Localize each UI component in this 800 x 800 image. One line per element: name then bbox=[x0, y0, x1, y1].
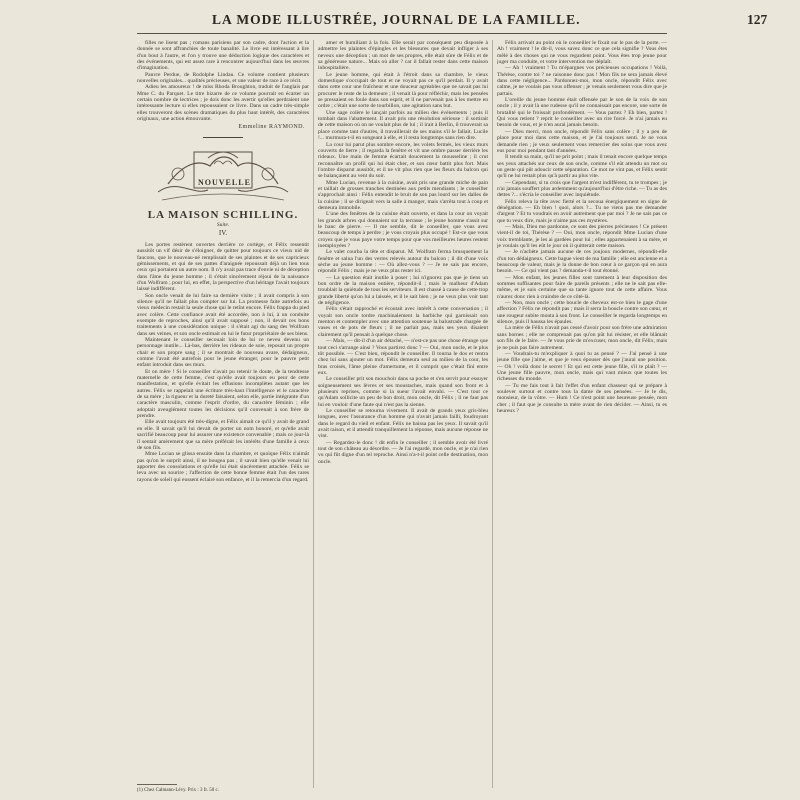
suite-label: Suite. bbox=[216, 222, 230, 229]
paragraph: — Mais, Dieu me pardonne, ce sont des pierres précieuses ! Ce présent vient-il de toi, Thérèse ? — Oui, mon oncle, répondit Mme Lucian d'une voix tremblante, je les ai gardées pour lui ; elles appartenaient à sa mère, et je voulais qu'il les eût le jour où il quitterait cette maison. bbox=[497, 223, 667, 249]
paragraph: — Je n'achète jamais aucune de ces joujoux modernes, répondit-elle d'un ton dédaigneux. Cette bague vient de ma famille ; elle est ancienne et a beaucoup de valeur, mais je la donne de bon cœur à ce garçon qui en aura besoin. — Ce qui vient pas ? demanda-t-il tout étonné. bbox=[497, 249, 667, 275]
header-rule bbox=[137, 33, 667, 34]
paragraph: L'une des fenêtres de la cuisine était ouverte, et dans la cour on voyait les grands arbres qui donnaient sur la terrasse ; le jeune homme s'assit sur le banc de pierre. — Il me semble, dit le conseiller, que vous avez beaucoup de temps à perdre ; je vous croyais plus occupé ! Est-ce que vous croyez que je vous paye votre temps pour que vos meilleures heures restent inemployées ? bbox=[318, 211, 488, 249]
column-separator bbox=[492, 40, 493, 788]
paragraph: — Voudrais-tu m'expliquer à quoi tu as pensé ? — J'ai pensé à une jeune fille que j'aime, et que je veux épouser dès que j'aurai une position. — Oh ! voilà donc le secret ! Et qui est cette jeune fille, s'il te plaît ? — Une jeune fille pauvre, mon oncle, mais qui vaut mieux que toutes les richesses du monde. bbox=[497, 350, 667, 383]
story-text bbox=[137, 242, 309, 483]
paragraph: — Cependant, si tu crois que l'argent m'est indifférent, tu te trompes ; je n'ai jamais souffert plus ardemment qu'aujourd'hui d'être riche. — Tu as des dettes ?... s'écria le conseiller avec inquiétude. bbox=[497, 179, 667, 199]
page-number: 127 bbox=[747, 12, 768, 27]
paragraph: Les portes restèrent ouvertes derrière ce cortège, et Félix ressentit aussitôt un vif désir de s'éloigner, de quitter pour toujours ce vieux nid de faucons, que le nouveau-né remplissait de ses plaintes et de ses capricieux gémissements, et qui de ses pattes d'araignée repoussait déjà un lien tous ceux qui portaient un autre nom. Il n'y avait pas trace d'envie ni de déception dans l'âme du jeune homme ; il s'était sincèrement réjoui de la naissance d'un Wolfram ; pour lui, en effet, la perspective d'un héritage l'avait toujours laissé indifférent. bbox=[137, 241, 309, 293]
paragraph: — Regardez-le donc ! dit enfin le conseiller ; il semble avoir été livré tout de son château au désordre. — Je l'ai regardé, mon oncle, et je n'ai rien vu qui fût digne d'un tel reproche. Ainsi n'a-t-il point celle destination, mon oncle. bbox=[318, 439, 488, 465]
section-divider bbox=[203, 137, 243, 138]
paragraph: Maintenant le conseiller secouait loin de lui ce neveu devenu un personnage inutile... Là-bas, derrière les rideaux de soie, reposait un propre chair et son propre sang ; il se montrait de nouveau avare, dédaigneux, comme l'avait été autrefois pour le jeune étranger, pour le pauvre petit enfant introduit dans ses murs. bbox=[137, 337, 309, 369]
paragraph: Son oncle venait de lui faire sa dernière visite ; il avait compris à son silence qu'il ne fallait plus compter sur lui. La promesse faite autrefois au vieux médecin restait la seule chose qui le retînt encore. Félix frappa du pied avec colère. Cette confiance avait été accordée, non à lui, à un conduite exempte de reproches, ainsi qu'il avait supposé ; non, il devait ces bons traitements à une considération unique : il s'était agi du sang des Wolfram dans ses veines, et son oncle estimait en lui le futur propriétaire de ses biens. bbox=[137, 292, 309, 337]
paragraph: — Mon enfant, les jeunes filles sont rarement à leur disposition des sommes suffisantes pour faire de pareils présents ; elle ne le sait pas elle-même, et je suis certaine que sa tante ignore tout de cette affaire. Vous n'aurez donc rien à craindre de ce côté-là. bbox=[497, 274, 667, 300]
paragraph: Le conseiller se retourna vivement. Il avait de grands yeux gris-bleu longues, avec l'assurance d'un homme qui n'avait jamais failli, foudroyant dans le regard du vieil et enfant. Félix ne baissa pas les yeux. Il savait qu'il avait raison, et il attendit tranquillement la réponse, mais aucune réponse ne vint. bbox=[318, 407, 488, 440]
paragraph: Mme Lucian se glissa ensuite dans la chambre, et quoique Félix n'aimât pas qu'on le surprît ainsi, il ne bougea pas ; il savait bien qu'elle venait lui apporter des consolations et qu'elle lui était sincèrement attachée. Félix se leva avec un sourire ; l'affection de cette bonne femme était l'un des rares rayons de soleil qui eussent éclairé son enfance, et il la remercia d'un regard. bbox=[137, 451, 309, 483]
page-header bbox=[150, 12, 768, 32]
paragraph: Et on mère ! Si le conseiller n'avait pu retenir le doute, de la tendresse maternelle de cette femme, c'est qu'elle avait toujours eu peur de cette manifestation, et qu'elle évitait les effusions incomplètes autant que les autres. Félix se rappelait une écriture très-haut l'intelligence et le caractère de sa mère ; la rigueur et la dureté faisaient, selon elle, partie intégrante d'un caractère masculin, comme l'esprit d'ordre, du caractère féminin ; elle adoptait aveuglément toutes les décisions qu'il convenait à son frère de prendre. bbox=[137, 368, 309, 420]
paragraph: Mme Lucian, revenue à la cuisine, avait pris une grande miche de pain et taillait de grosses tranches destinées aux petits mendiants ; le conseiller s'approchait ainsi : Félix entendit le bruit de son pas lourd sur les dalles de la cuisine ; il se dirigeait vers la salle à manger, mais s'arrêta tout à coup et demeura immobile. bbox=[318, 179, 488, 211]
paragraph: Une sage colère le lançait parfois au milieu des événements ; puis il tombait dans l'abattement. Il avait pris une résolution sérieuse : il sortirait de cette maison où on ne voulait plus de lui ; il irait à Berlin, il trouverait sa place comme tant d'autres, il travaillerait de ses mains s'il le fallait. Lucile !... murmura-t-il en songeant à elle, et il resta longtemps sans rien dire. bbox=[318, 109, 488, 142]
book-reviews bbox=[137, 40, 309, 122]
column-separator bbox=[313, 40, 314, 788]
column-1 bbox=[137, 40, 309, 788]
paragraph: Elle avait toujours été très-digne, et Félix aimait ce qu'il y avait de grand en elle. Il savait qu'il lui devait de porter un nom honoré, et qu'elle avait sacrifié beaucoup pour lui assurer une existence convenable ; mais ce jour-là il sentait amèrement que sa mère préférait les intérêts d'une famille à ceux de son fils. bbox=[137, 419, 309, 451]
footnote: (1) Chez Calmann-Lévy. Prix : 3 fr. 50 c. bbox=[137, 788, 220, 793]
paragraph: Le conseiller prit son mouchoir dans sa poche et s'en servit pour essuyer soigneusement ses lèvres et ses moustaches, mais quand son front et à plusieurs reprises, comme si la sueur l'avait envahi. — C'est tout ce qu'Adam sollicite un peu de bon droit, mon oncle, dit Félix ; il ne faut pas lui en vouloir d'une faute qui n'est pas la sienne. bbox=[318, 376, 488, 408]
paragraph: Adieu les amoureux ! de miss Rhoda Broughton, traduit de l'anglais par Mme C. du Parquet. Le titre bizarre de ce volume pourrait en écarter un certain nombre de lectrices ; je dois donc les avertir qu'elles perdraient une intéressante lecture si elles repoussaient ce livre. Dans un cadre très-simple elles trouveront des scènes dramatiques du plus haut intérêt, des caractères originaux, une action émouvante. bbox=[137, 84, 309, 123]
column-2 bbox=[318, 40, 488, 788]
paragraph: filles ne lisent pas ; romans parisiens par son cadre, dont l'action et la donnée se sont affranchies de toute banalité. Le livre est intéressant à lire d'un bout à l'autre, et l'on y trouve une déduction logique des caractères et des événements, qui est assez rare à rencontrer aujourd'hui dans les œuvres d'imagination. bbox=[137, 40, 309, 72]
footnote-rule bbox=[137, 784, 177, 785]
paragraph: Félix arrivait au point où le conseiller le fixait sur le pas de la porte. — Ah ! vraiment ! le dit-il, vous savez donc ce que cela signifie ? Vous êtes mêlé à des choses qui ne vous regardent point. Vous êtes trop jeune pour juger ma conduite, et votre intervention me déplaît. bbox=[497, 40, 667, 66]
paragraph: — Ah ! vraiment ! Tu m'épargnes vos précieuses occupations ! Voilà, Thérèse, contre toi ? ne raisonne donc pas ! Mon fils ne sera jamais élevé dans cette négligence... Pardonnez-moi, mon oncle, répondit Félix avec calme, je ne voulais pas vous offenser ; je venais seulement vous dire que je partais. bbox=[497, 65, 667, 97]
journal-title: LA MODE ILLUSTRÉE, JOURNAL DE LA FAMILLE. bbox=[212, 12, 581, 27]
paragraph: Pauvre Perdue, de Rodolphe Lindau. Ce volume contient plusieurs nouvelles originales... qualités précieuses, et une valeur de race à ce récit. bbox=[137, 71, 309, 85]
paragraph: L'oreille du jeune homme était offensée par le son de la voix de son oncle ; il y avait là une rudesse qu'il ne connaissait pas encore, une sorte de brutalité qui le froissait profondément. — Vous partez ? Eh bien, partez ! Qui vous retient ? reprit le conseiller avec un rire forcé. Je n'ai jamais eu besoin de vous, et je n'en aurai jamais besoin. bbox=[497, 97, 667, 129]
paragraph: La mère de Félix n'avait pas cessé d'avoir pour son frère une admiration sans bornes ; elle ne comprenait pas qu'on pût lui résister, et elle blâmait son fils de le faire. — Je vous prie de m'excuser, mon oncle, dit Félix, mais je ne puis pas faire autrement. bbox=[497, 325, 667, 351]
paragraph: La cour lui parut plus sombre encore, les volets fermés, les vieux murs couverts de lierre ; il regarda la fenêtre et vit une ombre passer derrière les rideaux. Une main de femme écartait doucement la mousseline ; il crut reconnaître un profil qui lui était cher, et son cœur battit plus fort. Mais l'ombre disparut aussitôt, et il ne vit plus rien que les fleurs du balcon qui se balançaient au vent du soir. bbox=[318, 141, 488, 180]
paragraph: — Mais, — dit-il d'un air détaché, — n'est-ce pas une chose étrange que tout ceci s'arrange ainsi ? Vous partirez donc ? — Oui, mon oncle, et le plus tôt possible. — C'est bien, répondit le conseiller. Il tourna le dos et rentra chez lui sans ajouter un mot. Félix demeura seul au milieu de la cour, les bras croisés, l'âme pleine d'amertume, et il comprit que c'était fini entre eux. bbox=[318, 338, 488, 376]
paragraph: — Non, mon oncle ; cette boucle de cheveux est-ce bien le gage d'une affection ? Félix ne répondit pas ; mais il serra la boucle contre son cœur, et une rougeur subite monta à son front. Le conseiller le regarda longtemps en silence, puis il haussa les épaules. bbox=[497, 300, 667, 326]
paragraph: Il tendit sa main, qu'il ne prit point ; mais il tenait encore quelque temps ses yeux attachés sur ceux de son oncle, comme s'il eût attendu un mot ou un geste qui pût adoucir cette séparation. Ce mot ne vint pas, et Félix sentit qu'il ne lui restait plus qu'à partir au plus vite. bbox=[497, 154, 667, 180]
paragraph: — La question était inutile à poser ; lui n'ignorez pas que je tiens un bon ordre de la maison entière, répondit-il ; mais le malheur d'Adam troublait la quiétude de tous les serviteurs. Il est chassé à cause de cette trop grande liberté qu'on lui a laissée, et il le sait bien ; je ne veux plus voir tant de négligence. bbox=[318, 274, 488, 307]
ornament-drawing bbox=[148, 144, 298, 206]
paragraph: Félix releva la tête avec fierté et la secoua énergiquement en signe de dénégation. — Eh bien ! quoi, alors ?... Tu ne viens pas me demander d'argent ? Et tu voudrais en avoir autrement que par moi ? Je ne sais pas ce que tu veux dire, mais je n'aime pas ces mystères. bbox=[497, 198, 667, 224]
paragraph: — Dieu merci, mon oncle, répondit Félix sans colère ; il y a peu de place pour moi dans cette maison, et je l'ai toujours senti. Je ne vous demande rien ; je veux seulement vous remercier des soins que vous avez eus pour moi pendant tant d'années. bbox=[497, 128, 667, 154]
chapter-number: IV. bbox=[218, 228, 228, 237]
story-title: LA MAISON SCHILLING. bbox=[147, 208, 299, 221]
paragraph: Le valet courba la tête et disparut. M. Wolfram ferma brusquement la fenêtre et salua l'un des verres relevés autour du balcon ; il dit d'une voix sèche au jeune homme : — Où allez-vous ? — Je ne sais pas encore, répondit Félix ; mais je ne veux plus rester ici. bbox=[318, 249, 488, 275]
column-3 bbox=[497, 40, 667, 788]
paragraph: Le jeune homme, qui était à l'étroit dans sa chambre, le vieux domestique s'occupait de tout et ne voyait pas ce qu'il perdait. Il y avait dans cette cour une fraîcheur et une douceur agréables que ne savait pas lui procurer le reste de la demeure ; il venait là pour réfléchir, mais les pensées se pressaient en foule dans son esprit, et il ne parvenait pas à les mettre en ordre ; c'était une sorte de tourbillon, une agitation sans but. bbox=[318, 71, 488, 110]
paragraph: amer et humiliant à la fois. Elle serait par conséquent peu disposée à admettre les plaintes d'épingles et les blessures que devait infliger à ses neveux une déception ; un mot de ses propres, elle était sûre de Félix et de sa généreuse nature... Mais où aller ? car il fallait rester dans cette maison inhospitalière. bbox=[318, 40, 488, 72]
paragraph: — Tu me fais tout à fait l'effet d'un enfant chasseur qui se prépare à soulever surtout et contre tous la dame de ses pensées. — Je le dis, monsieur, de la vôtre. — Hum ! Ce n'est point une heureuse pensée, mon cher ; il faut que je consulte ta mère avant de rien décider. — Ainsi, tu es heureux ? bbox=[497, 382, 667, 414]
paragraph: Félix s'était rapproché et écoutait avec intérêt à cette conversation ; il voyait son oncle tordre machinalement la barbiche qui garnissait son menton et contempler avec une attention soutenue la balustrade chargée de vases et de pots de fleurs ; il ne parlait pas, mais ses yeux disaient clairement qu'il pensait à quelque chose. bbox=[318, 306, 488, 338]
nouvelle-ornament bbox=[148, 144, 298, 206]
nouvelle-label: NOUVELLE bbox=[198, 177, 251, 187]
signature: Emmeline RAYMOND. bbox=[238, 124, 305, 131]
